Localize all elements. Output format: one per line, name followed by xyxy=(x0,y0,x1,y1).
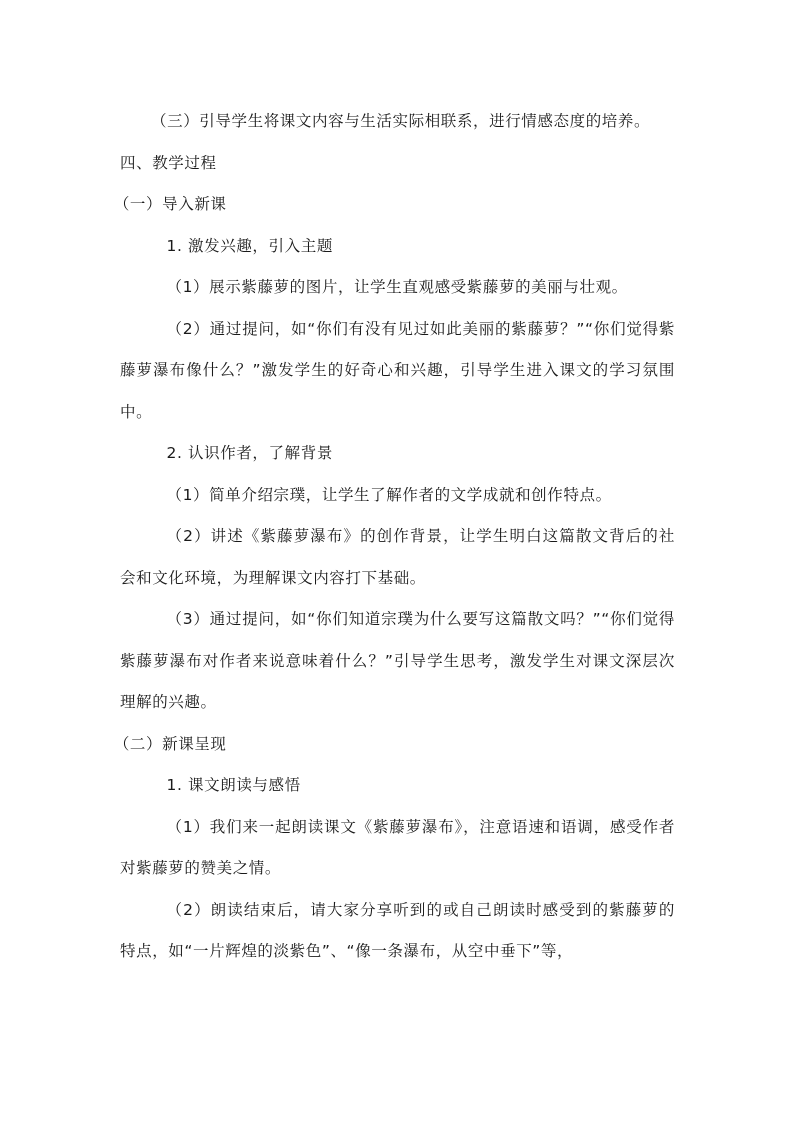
document-body xyxy=(113,101,675,973)
step-item: （3）通过提问，如“你们知道宗璞为什么要写这篇散文吗？”“你们觉得紫藤萝瀑布对作者来说意味着什么？”引导学生思考，激发学生对课文深层次理解的兴趣。 xyxy=(120,610,675,711)
part-heading-introduction: （一）导入新课 xyxy=(113,195,227,213)
section-heading-teaching-process: 四、教学过程 xyxy=(120,153,217,172)
step-heading-interest: 1. 激发兴趣，引入主题 xyxy=(166,236,333,255)
part-heading-new-lesson: （二）新课呈现 xyxy=(113,734,227,753)
step-item: （1）我们来一起朗读课文《紫藤萝瀑布》，注意语速和语调，感受作者对紫藤萝的赞美之情。 xyxy=(120,817,675,877)
teaching-goal-3: （三）引导学生将课文内容与生活实际相联系，进行情感态度的培养。 xyxy=(151,112,651,130)
step-item: （1）简单介绍宗璞，让学生了解作者的文学成就和创作特点。 xyxy=(166,485,612,504)
step-item: （2）通过提问，如“你们有没有见过如此美丽的紫藤萝？”“你们觉得紫藤萝瀑布像什么？”激发学生的好奇心和兴趣，引导学生进入课文的学习氛围中。 xyxy=(120,319,675,421)
step-heading-author: 2. 认识作者，了解背景 xyxy=(166,444,333,462)
step-item: （1）展示紫藤萝的图片，让学生直观感受紫藤萝的美丽与壮观。 xyxy=(166,278,628,296)
step-item: （2）朗读结束后，请大家分享听到的或自己朗读时感受到的紫藤萝的特点，如“一片辉煌的淡紫色”、“像一条瀑布，从空中垂下”等， xyxy=(120,900,675,960)
step-heading-reading: 1. 课文朗读与感悟 xyxy=(166,776,301,794)
step-item: （2）讲述《紫藤萝瀑布》的创作背景，让学生明白这篇散文背后的社会和文化环境，为理解课文内容打下基础。 xyxy=(120,527,675,587)
